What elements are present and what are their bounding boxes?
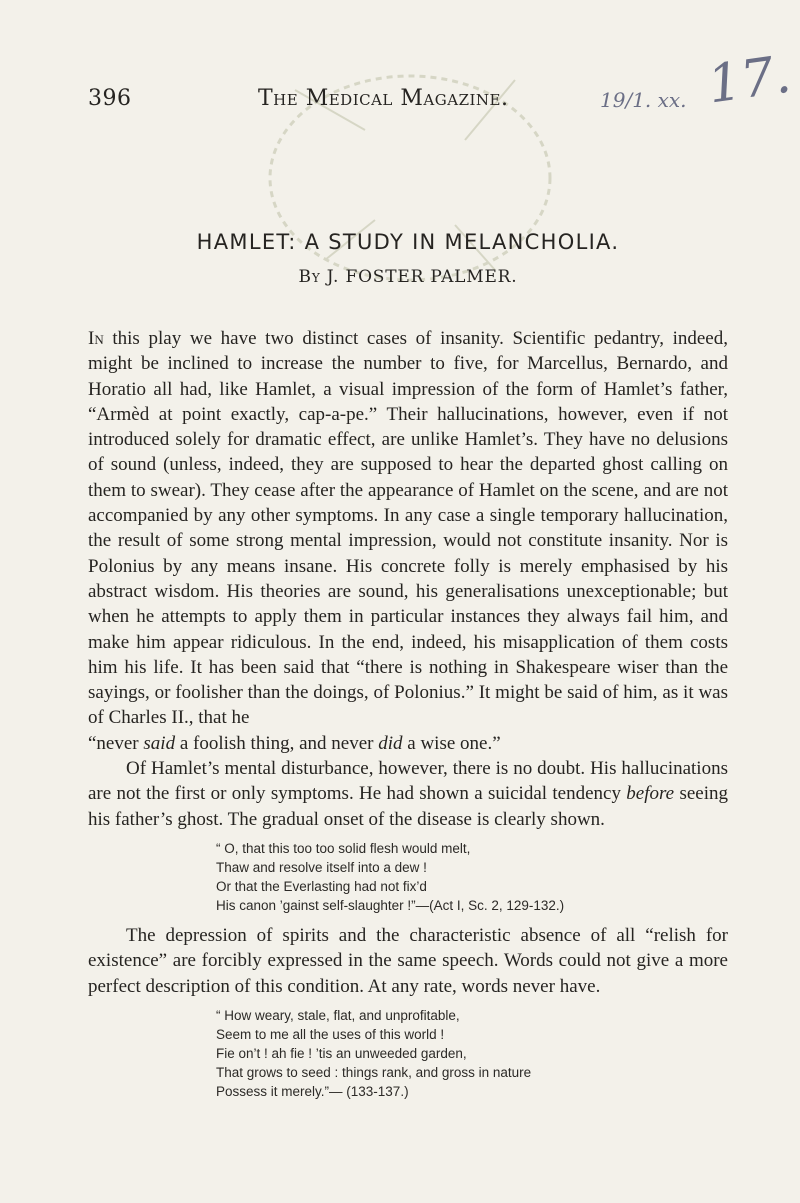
paragraph-3: The depression of spirits and the characteristic absence of all “relish for existence” are forcibly expressed in the same speech. Words could not give a more perfect description of this condition. At any rate, words never have. [88, 924, 728, 997]
quote-line: “ O, that this too too solid flesh would melt, [216, 840, 471, 856]
quote-line: Seem to me all the uses of this world ! [216, 1026, 445, 1042]
quote-line: Or that the Everlasting had not fix’d [216, 878, 427, 894]
quote-line: That grows to seed : things rank, and gross in nature [216, 1064, 532, 1080]
quote-line: Possess it merely.”— (133-137.) [216, 1083, 409, 1099]
page-header [88, 44, 795, 116]
author-name: J. FOSTER PALMER. [326, 267, 518, 287]
lead-word: In [88, 328, 104, 349]
quote-line: Fie on’t ! ah fie ! ’tis an unweeded garden, [216, 1045, 467, 1061]
byline-prefix: By [298, 267, 321, 287]
paragraph-1: In this play we have two distinct cases of insanity. Scientific pedantry, indeed, might be inclined to increase the number to five, for Marcellus, Bernardo, and Horatio all had, like Hamlet, a visual impression of the form of Hamlet’s father, “Armèd at point exactly, cap-a-pe.” Their hallucinations, however, even if not introduced solely for dramatic effect, are unlike Hamlet’s. They have no delusions of sound (unless, indeed, they are supposed to hear the departed ghost calling on them to swear). They cease after the appearance of Hamlet on the scene, and are not accompanied by any other symptoms. In any case a single temporary hallucination, the result of some strong mental impression, would not constitute insanity. Nor is Polonius by any means insane. His concrete folly is merely emphasised by his abstract wisdom. His theories are sound, his generalisations unexceptionable; but when he attempts to apply them in particular instances they always fail him, and make him appear ridiculous. In the end, indeed, his misapplication of them costs him his life. It has been said that “there is nothing in Shakespeare wiser than the sayings, or foolisher than the doings, of Polonius.” It might be said of him, as it was of Charles II., that he “never said a foolish thing, and never did a wise one.” [88, 328, 728, 754]
byline [88, 267, 728, 287]
quote-line: Thaw and resolve itself into a dew ! [216, 859, 427, 875]
quote-line: “ How weary, stale, flat, and unprofitable, [216, 1007, 460, 1023]
article-title: HAMLET: A STUDY IN MELANCHOLIA. [196, 230, 620, 254]
handwritten-number: 17. [704, 44, 795, 116]
page-number: 396 [88, 86, 132, 111]
paragraph-2: Of Hamlet’s mental disturbance, however, there is no doubt. His hallucinations are not the first or only symptoms. He had shown a suicidal tendency before seeing his father’s ghost. The gradual onset of the disease is clearly shown. [88, 758, 728, 830]
article-body [88, 326, 728, 1109]
journal-title: The Medical Magazine. [258, 86, 509, 111]
handwritten-annotation: 19/1. xx. [600, 88, 687, 112]
block-quote-1 [216, 839, 728, 915]
block-quote-2 [216, 1006, 728, 1101]
quote-line: His canon ’gainst self-slaughter !”—(Act I, Sc. 2, 129-132.) [216, 897, 565, 913]
